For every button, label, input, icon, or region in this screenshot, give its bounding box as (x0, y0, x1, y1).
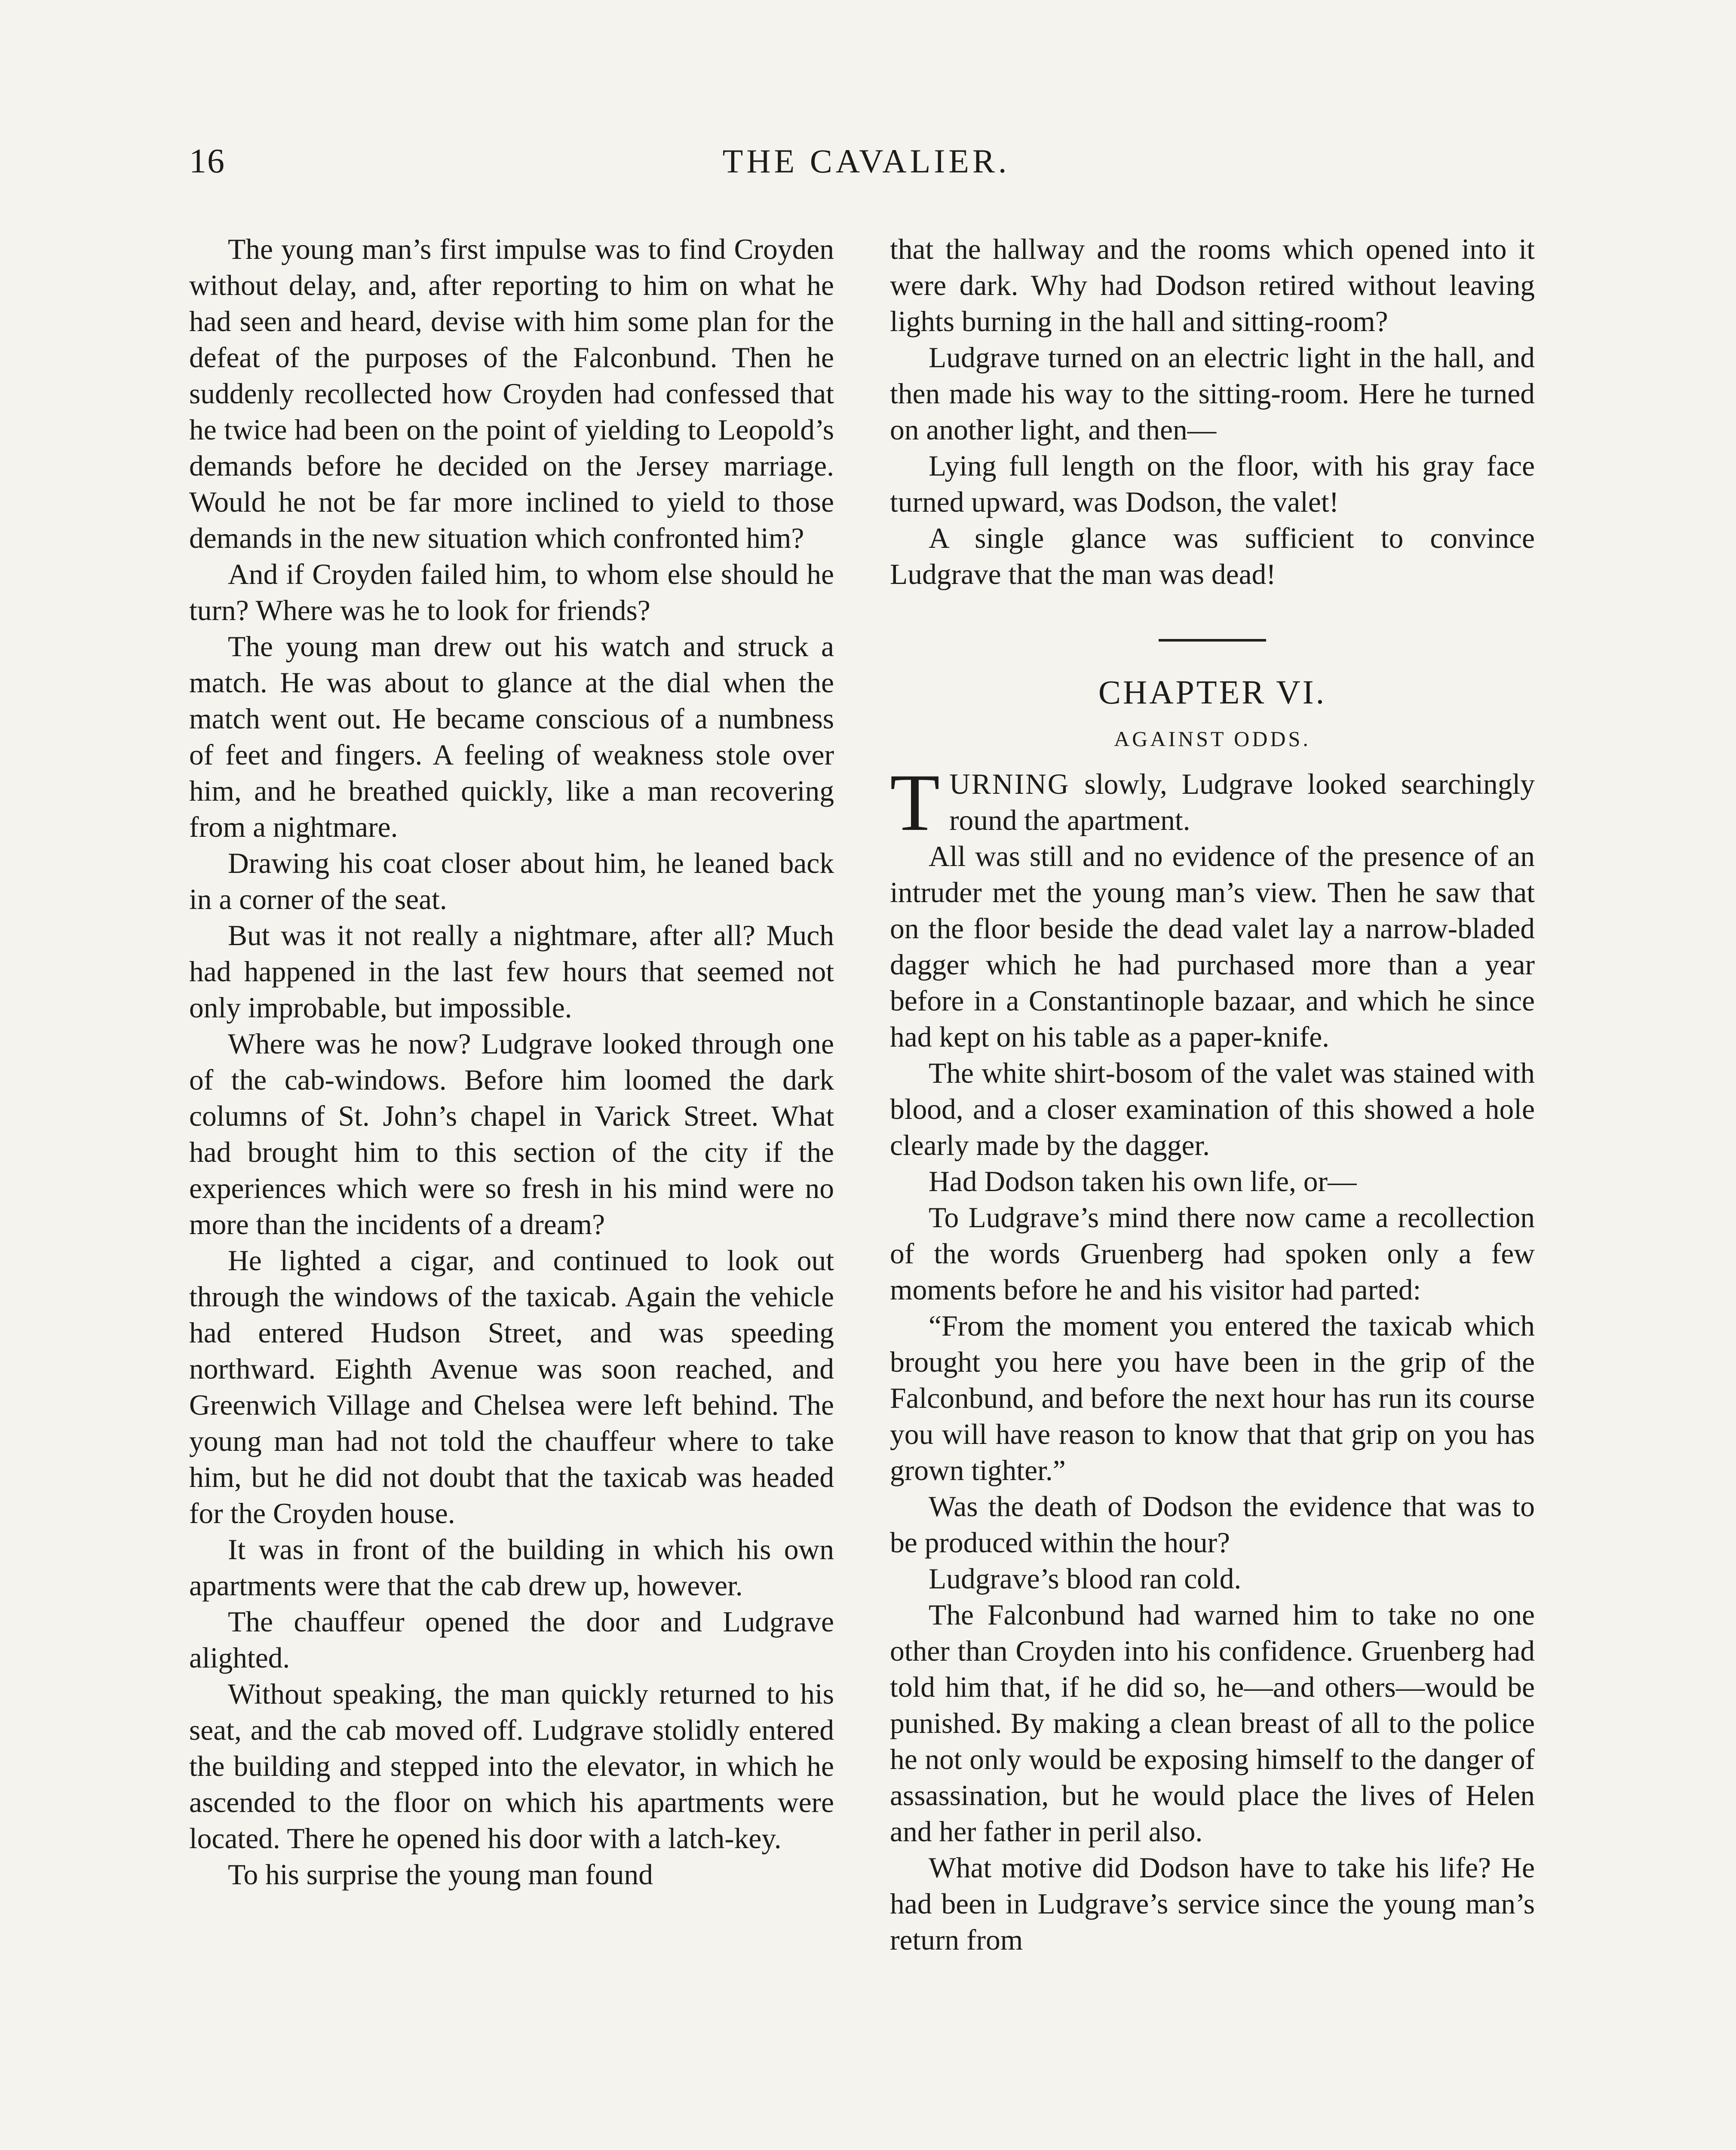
paragraph: Ludgrave’s blood ran cold. (929, 1563, 1242, 1595)
right-column (890, 231, 1535, 1958)
paragraph: A single glance was sufficient to convince Ludgrave that the man was dead! (890, 522, 1535, 590)
paragraph: Was the death of Dodson the evidence that was to be produced within the hour? (890, 1490, 1535, 1559)
running-title: THE CAVALIER. (722, 142, 1010, 180)
paragraph: The white shirt-bosom of the valet was stained with blood, and a closer examination of this showed a hole clearly made by the dagger. (890, 1057, 1535, 1161)
paragraph: It was in front of the building in which his own apartments were that the cab drew up, however. (189, 1533, 834, 1602)
opening-smallcaps: URNING (949, 768, 1070, 800)
section-divider (1159, 639, 1266, 642)
paragraph: Lying full length on the floor, with his gray face turned upward, was Dodson, the valet! (890, 450, 1535, 518)
chapter-subtitle: AGAINST ODDS. (1114, 727, 1311, 751)
page-header (189, 142, 1543, 189)
paragraph: What motive did Dodson have to take his life? He had been in Ludgrave’s service since the young man’s return from (890, 1852, 1535, 1956)
chapter-opening-paragraph (890, 758, 1535, 848)
paragraph: The young man drew out his watch and struck a match. He was about to glance at the dial when the match went out. He became conscious of a numbness of feet and fingers. A feeling of weakness stole over him, and he breathed quickly, like a man recovering from a nightmare. (189, 630, 834, 843)
paragraph: He lighted a cigar, and continued to look out through the windows of the taxicab. Again the vehicle had entered Hudson Street, and was speeding northward. Eighth Avenue was soon reached, and Greenwich Village and Chelsea were left behind. The young man had not told the chauffeur where to take him, but he did not doubt that the taxicab was headed for the Croyden house. (189, 1244, 834, 1530)
paragraph: that the hallway and the rooms which opened into it were dark. Why had Dodson retired without leaving lights burning in the hall and sitting-room? (890, 233, 1535, 338)
paragraph: Had Dodson taken his own life, or— (929, 1165, 1357, 1198)
drop-cap: T (890, 758, 940, 848)
page-number: 16 (189, 142, 225, 180)
paragraph: But was it not really a nightmare, after all? Much had happened in the last few hours that seemed not only improbable, but impossible. (189, 919, 834, 1024)
chapter-title: CHAPTER VI. (1098, 673, 1327, 711)
paragraph: Ludgrave turned on an electric light in the hall, and then made his way to the sitting-room. Here he turned on another light, and then— (890, 341, 1535, 446)
paragraph: To Ludgrave’s mind there now came a recollection of the words Gruenberg had spoken only a few moments before he and his visitor had parted: (890, 1201, 1535, 1306)
paragraph: All was still and no evidence of the presence of an intruder met the young man’s view. Then he saw that on the floor beside the dead valet lay a narrow-bladed dagger which he had purchased more than a year before in a Constantinople bazaar, and which he since had kept on his table as a paper-knife. (890, 840, 1535, 1053)
paragraph: The young man’s first impulse was to find Croyden without delay, and, after reporting to him on what he had seen and heard, devise with him some plan for the defeat of the purposes of the Falconbund. Then he suddenly recollected how Croyden had confessed that he twice had been on the point of yielding to Leopold’s demands before he decided on the Jersey marriage. Would he not be far more inclined to yield to those demands in the new situation which confronted him? (189, 233, 834, 554)
paragraph: “From the moment you entered the taxicab which brought you here you have been in the grip of the Falconbund, and before the next hour has run its course you will have reason to know that that grip on you has grown tighter.” (890, 1310, 1535, 1487)
paragraph: Where was he now? Ludgrave looked through one of the cab-windows. Before him loomed the dark columns of St. John’s chapel in Varick Street. What had brought him to this section of the city if the experiences which were so fresh in his mind were no more than the incidents of a dream? (189, 1028, 834, 1241)
paragraph: The chauffeur opened the door and Ludgrave alighted. (189, 1606, 834, 1674)
paragraph: The Falconbund had warned him to take no one other than Croyden into his confidence. Gruenberg had told him that, if he did so, he—and others—would be punished. By making a clean breast of all to the police he not only would be exposing himself to the danger of assassination, but he would place the lives of Helen and her father in peril also. (890, 1599, 1535, 1848)
left-column (189, 231, 834, 1893)
paragraph: Drawing his coat closer about him, he leaned back in a corner of the seat. (189, 847, 834, 915)
paragraph: Without speaking, the man quickly returned to his seat, and the cab moved off. Ludgrave stolidly entered the building and stepped into the elevator, in which he ascended to the floor on which his apartments were located. There he opened his door with a latch-key. (189, 1678, 834, 1855)
paragraph: And if Croyden failed him, to whom else should he turn? Where was he to look for friends? (189, 558, 834, 627)
opening-text: slowly, Ludgrave looked searchingly round the apartment. (949, 768, 1535, 836)
paragraph: To his surprise the young man found (228, 1858, 653, 1891)
